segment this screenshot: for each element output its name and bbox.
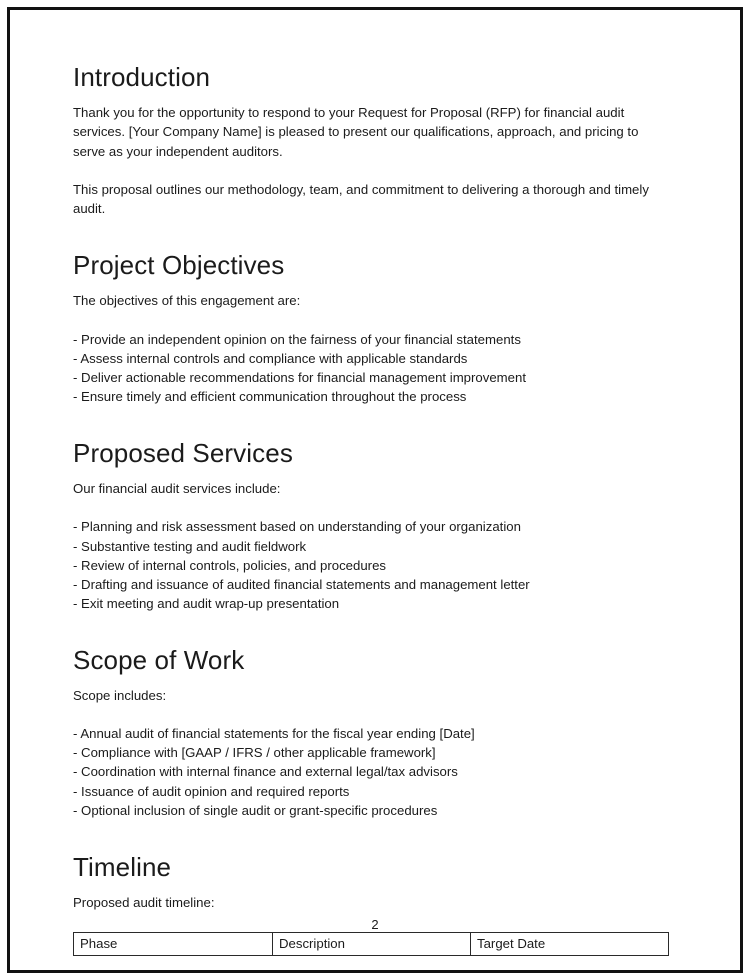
- heading-introduction: Introduction: [73, 62, 211, 92]
- scope-of-work-intro: Scope includes:: [73, 687, 167, 703]
- timeline-table: [73, 932, 669, 956]
- page-content: [73, 62, 669, 956]
- list-item: - Deliver actionable recommendations for financial management improvement: [73, 369, 526, 385]
- project-objectives-list: [73, 330, 669, 406]
- column-header-description: Description: [273, 932, 471, 955]
- column-header-target-date: Target Date: [471, 932, 669, 955]
- heading-project-objectives: Project Objectives: [73, 250, 285, 281]
- list-item: - Optional inclusion of single audit or grant-specific procedures: [73, 802, 438, 818]
- project-objectives-intro: The objectives of this engagement are:: [73, 293, 301, 309]
- list-item: - Ensure timely and efficient communication throughout the process: [73, 389, 467, 405]
- list-item: - Assess internal controls and compliance with applicable standards: [73, 350, 468, 366]
- section-project-objectives: [73, 250, 669, 406]
- heading-scope-of-work: Scope of Work: [73, 644, 245, 675]
- section-introduction: [73, 62, 669, 218]
- list-item: - Coordination with internal finance and external legal/tax advisors: [73, 764, 458, 780]
- section-proposed-services: [73, 438, 669, 613]
- list-item: - Provide an independent opinion on the fairness of your financial statements: [73, 331, 521, 347]
- list-item: - Review of internal controls, policies, and procedures: [73, 557, 386, 573]
- list-item: - Substantive testing and audit fieldwork: [73, 538, 307, 554]
- page-number: 2: [371, 917, 379, 932]
- timeline-intro: Proposed audit timeline:: [73, 894, 215, 910]
- heading-proposed-services: Proposed Services: [73, 438, 293, 469]
- list-item: - Planning and risk assessment based on understanding of your organization: [73, 519, 521, 535]
- table-header-row: [74, 932, 669, 955]
- introduction-paragraph-1: Thank you for the opportunity to respond to your Request for Proposal (RFP) for financial audit services. [Your Company Name] is pleased to present our qualifications, approach, and pricing to serve as your independent auditors.: [73, 105, 639, 159]
- column-header-phase: Phase: [74, 932, 273, 955]
- introduction-paragraph-2: This proposal outlines our methodology, team, and commitment to delivering a thorough and timely audit.: [73, 181, 649, 217]
- section-scope-of-work: [73, 645, 669, 820]
- proposed-services-intro: Our financial audit services include:: [73, 481, 281, 497]
- list-item: - Exit meeting and audit wrap-up presentation: [73, 595, 340, 611]
- list-item: - Annual audit of financial statements for the fiscal year ending [Date]: [73, 726, 475, 742]
- list-item: - Compliance with [GAAP / IFRS / other applicable framework]: [73, 745, 436, 761]
- scope-of-work-list: [73, 724, 669, 819]
- proposed-services-list: [73, 517, 669, 612]
- list-item: - Issuance of audit opinion and required reports: [73, 783, 350, 799]
- list-item: - Drafting and issuance of audited financial statements and management letter: [73, 576, 530, 592]
- section-timeline: [73, 852, 669, 956]
- heading-timeline: Timeline: [73, 851, 172, 882]
